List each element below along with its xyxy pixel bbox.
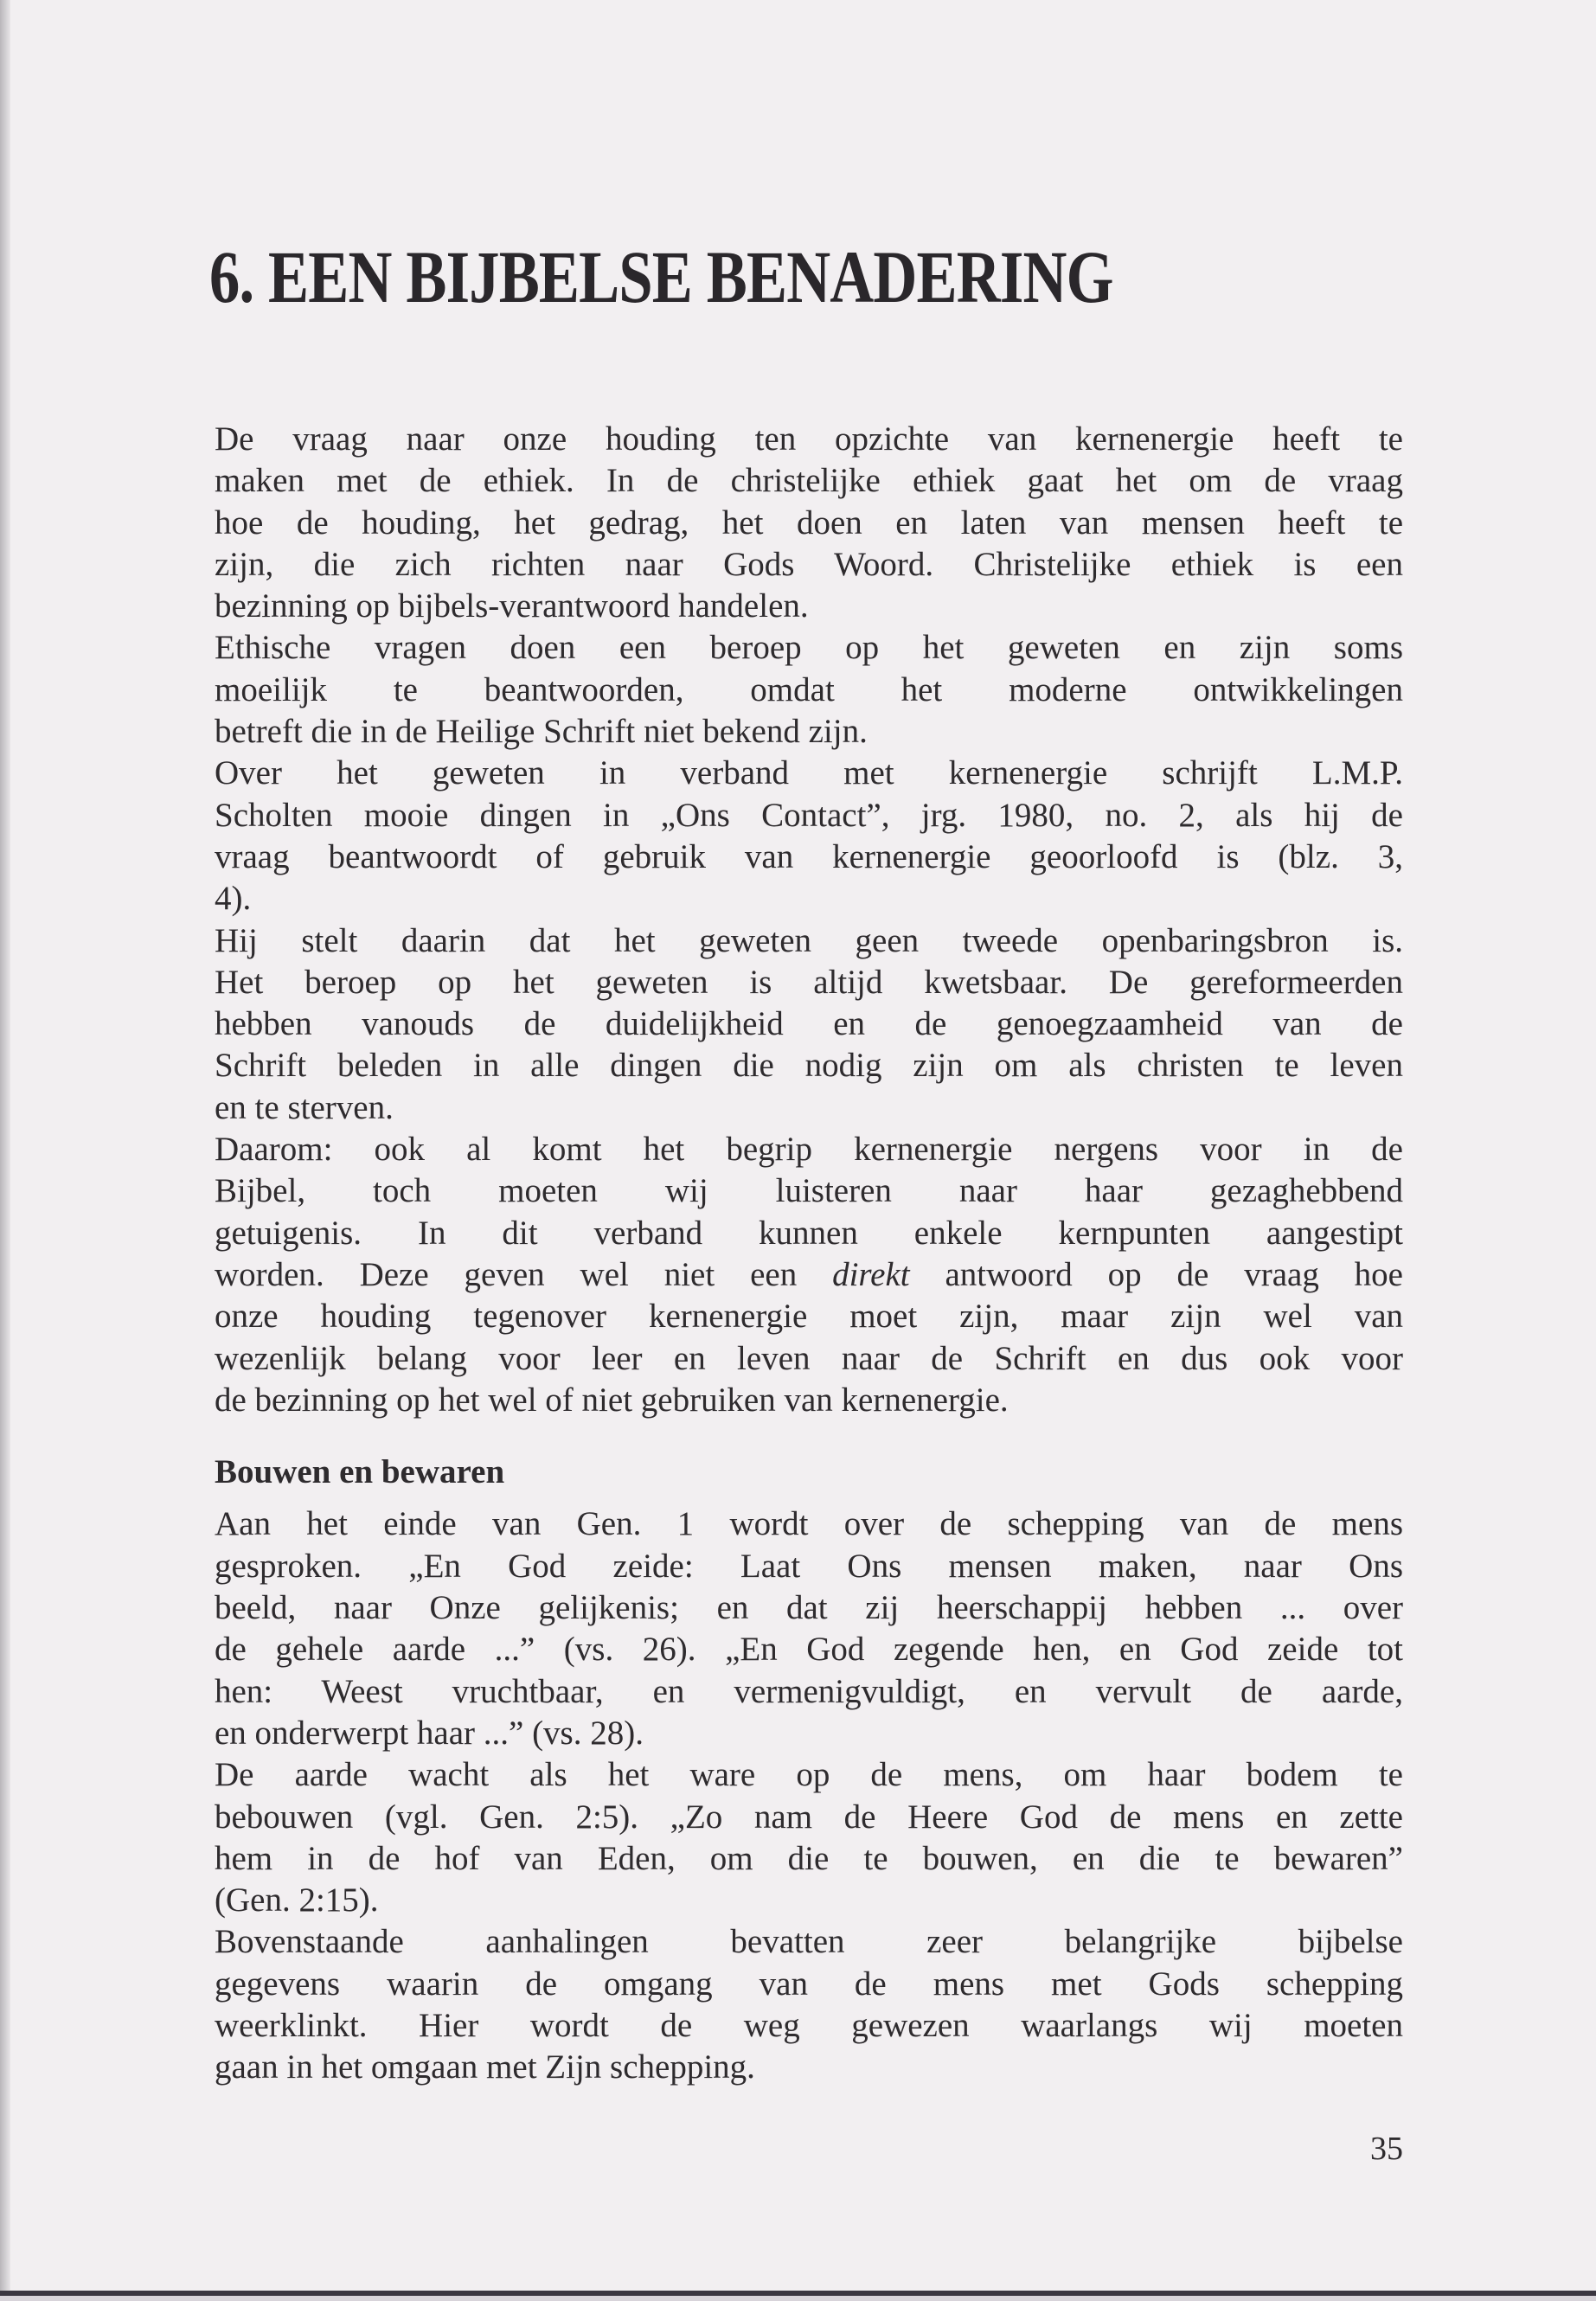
text-line: zijn, die zich richten naar Gods Woord. Christelijke ethiek is een (215, 545, 1403, 583)
text-line: onze houding tegenover kernenergie moet zijn, maar zijn wel van (215, 1298, 1403, 1336)
chapter-body (215, 419, 1403, 2089)
text-line: maken met de ethiek. In de christelijke ethiek gaat het om de vraag (215, 462, 1403, 500)
chapter-title: 6. EEN BIJBELSE BENADERING (209, 235, 1113, 318)
text-line: De vraag naar onze houding ten opzichte van kernenergie heeft te (215, 420, 1403, 458)
text-line: Scholten mooie dingen in „Ons Contact”, jrg. 1980, no. 2, als hij de (215, 796, 1403, 834)
paragraph (215, 753, 1403, 920)
text-line: gaan in het omgaan met Zijn schepping. (215, 2048, 755, 2086)
text-line: vraag beantwoordt of gebruik van kernenergie geoorloofd is (blz. 3, (215, 837, 1403, 875)
scan-bottom-margin (0, 2296, 1596, 2301)
text-line: betreft die in de Heilige Schrift niet bekend zijn. (215, 713, 868, 751)
paragraph (215, 1754, 1403, 1921)
text-line: De aarde wacht als het ware op de mens, om haar bodem te (215, 1756, 1403, 1794)
text-line: wezenlijk belang voor leer en leven naar de Schrift en dus ook voor (215, 1339, 1403, 1377)
paragraph (215, 1921, 1403, 2088)
text-line: hen: Weest vruchtbaar, en vermenigvuldigt, en vervult de aarde, (215, 1672, 1403, 1710)
paragraph (215, 1503, 1403, 1754)
italic-emphasis: direkt (832, 1255, 910, 1293)
paragraph (215, 1129, 1403, 1421)
text-line: Bovenstaande aanhalingen bevatten zeer belangrijke bijbelse (215, 1923, 1403, 1961)
scan-left-edge (0, 0, 10, 2301)
text-segment: antwoord op de vraag hoe (909, 1255, 1403, 1293)
text-line: bezinning op bijbels-verantwoord handelen. (215, 587, 809, 625)
paragraph (215, 419, 1403, 627)
paragraph (215, 627, 1403, 753)
text-line: Bijbel, toch moeten wij luisteren naar haar gezaghebbend (215, 1172, 1403, 1210)
section-heading: Bouwen en bewaren (215, 1453, 505, 1491)
text-line: hebben vanouds de duidelijkheid en de genoegzaamheid van de (215, 1005, 1403, 1043)
text-line: Over het geweten in verband met kernenergie schrijft L.M.P. (215, 754, 1403, 792)
text-line: en onderwerpt haar ...” (vs. 28). (215, 1714, 644, 1752)
text-line: Het beroep op het geweten is altijd kwetsbaar. De gereformeerden (215, 963, 1403, 1001)
text-line: 4). (215, 880, 252, 918)
text-segment: worden. Deze geven wel niet een (215, 1255, 833, 1293)
text-line: Daarom: ook al komt het begrip kernenergie nergens voor in de (215, 1131, 1403, 1169)
text-line: de gehele aarde ...” (vs. 26). „En God zegende hen, en God zeide tot (215, 1631, 1403, 1669)
text-line: (Gen. 2:15). (215, 1881, 379, 1920)
text-line: gesproken. „En God zeide: Laat Ons mensen maken, naar Ons (215, 1547, 1403, 1585)
text-line (215, 1254, 1403, 1296)
text-line: Aan het einde van Gen. 1 wordt over de schepping van de mens (215, 1505, 1403, 1543)
text-line: moeilijk te beantwoorden, omdat het moderne ontwikkelingen (215, 670, 1403, 708)
text-line: hem in de hof van Eden, om die te bouwen, en die te bewaren” (215, 1839, 1403, 1877)
text-line: en te sterven. (215, 1088, 394, 1126)
text-line: Schrift beleden in alle dingen die nodig zijn om als christen te leven (215, 1047, 1403, 1085)
text-line: Ethische vragen doen een beroep op het geweten en zijn soms (215, 629, 1403, 667)
text-line: weerklinkt. Hier wordt de weg gewezen waarlangs wij moeten (215, 2006, 1403, 2044)
text-line: beeld, naar Onze gelijkenis; en dat zij heerschappij hebben ... over (215, 1589, 1403, 1627)
text-line: getuigenis. In dit verband kunnen enkele kernpunten aangestipt (215, 1214, 1403, 1252)
text-line: de bezinning op het wel of niet gebruiken van kernenergie. (215, 1381, 1009, 1419)
paragraph (215, 920, 1403, 1129)
text-line: bebouwen (vgl. Gen. 2:5). „Zo nam de Heere God de mens en zette (215, 1798, 1403, 1836)
page-number: 35 (1370, 2131, 1403, 2167)
text-line: Hij stelt daarin dat het geweten geen tweede openbaringsbron is. (215, 921, 1403, 959)
text-line: hoe de houding, het gedrag, het doen en laten van mensen heeft te (215, 503, 1403, 542)
text-line: gegevens waarin de omgang van de mens met Gods schepping (215, 1965, 1403, 2003)
